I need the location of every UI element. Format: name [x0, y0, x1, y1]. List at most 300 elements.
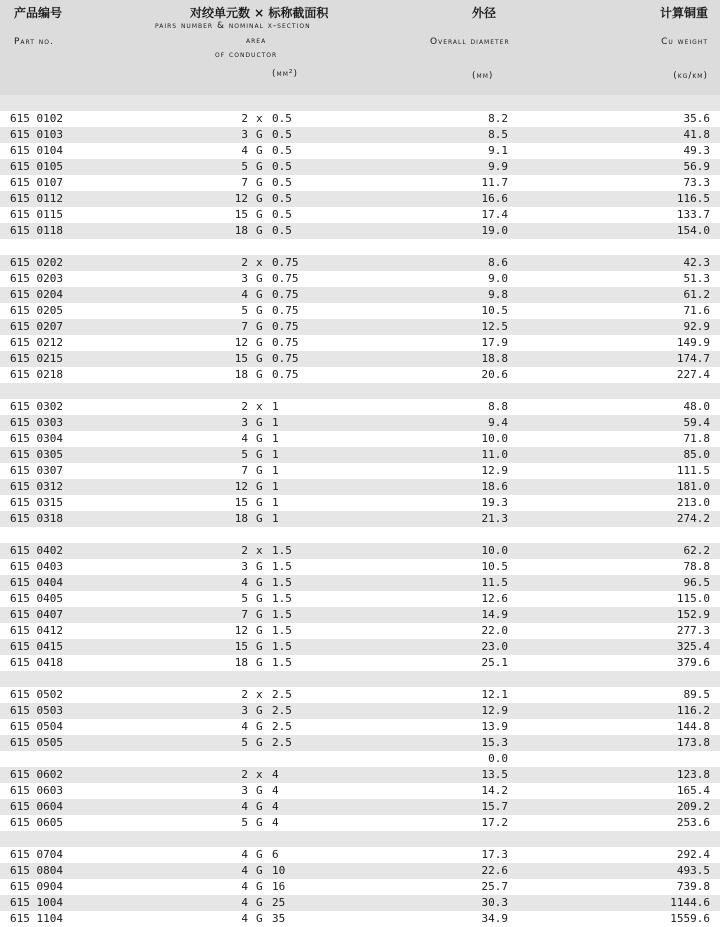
conductor-type-cell: G	[256, 448, 263, 461]
overall-diameter-cell: 17.3	[481, 848, 508, 861]
pairs-count-cell: 4	[241, 896, 248, 909]
cross-section-cell: 1	[272, 416, 279, 429]
part-number-cell: 615 0504	[10, 720, 63, 733]
overall-diameter-cell: 9.4	[488, 416, 508, 429]
overall-diameter-cell: 17.4	[481, 208, 508, 221]
pairs-count-cell: 5	[241, 592, 248, 605]
conductor-type-cell: x	[256, 256, 263, 269]
conductor-type-cell: x	[256, 400, 263, 413]
table-row	[0, 287, 720, 303]
pairs-count-cell: 12	[234, 192, 248, 205]
header-overall-diameter-en: Overall diameter	[430, 37, 510, 47]
cu-weight-cell: 213.0	[676, 496, 710, 509]
conductor-type-cell: G	[256, 800, 263, 813]
cu-weight-cell: 92.9	[683, 320, 710, 333]
header-part-no-en: Part no.	[14, 37, 54, 47]
cross-section-cell: 2.5	[272, 688, 292, 701]
cross-section-cell: 4	[272, 768, 279, 781]
cross-section-cell: 0.5	[272, 144, 292, 157]
cu-weight-cell: 292.4	[676, 848, 710, 861]
overall-diameter-cell: 10.0	[481, 544, 508, 557]
pairs-count-cell: 3	[241, 272, 248, 285]
cross-section-cell: 0.5	[272, 112, 292, 125]
pairs-count-cell: 7	[241, 320, 248, 333]
table-row	[0, 431, 720, 447]
table-row	[0, 159, 720, 175]
conductor-type-cell: G	[256, 288, 263, 301]
overall-diameter-cell: 9.0	[488, 272, 508, 285]
pairs-count-cell: 4	[241, 800, 248, 813]
cross-section-cell: 0.5	[272, 192, 292, 205]
cross-section-cell: 1	[272, 464, 279, 477]
part-number-cell: 615 0405	[10, 592, 63, 605]
table-row	[0, 879, 720, 895]
header-unit-area: (mm²)	[272, 69, 298, 79]
pairs-count-cell: 5	[241, 816, 248, 829]
cross-section-cell: 4	[272, 816, 279, 829]
table-row	[0, 415, 720, 431]
conductor-type-cell: G	[256, 368, 263, 381]
pairs-count-cell: 2	[241, 544, 248, 557]
overall-diameter-cell: 11.7	[481, 176, 508, 189]
cross-section-cell: 35	[272, 912, 286, 925]
part-number-cell: 615 0212	[10, 336, 63, 349]
cu-weight-cell: 115.0	[676, 592, 710, 605]
conductor-type-cell: G	[256, 896, 263, 909]
pairs-count-cell: 4	[241, 432, 248, 445]
pairs-count-cell: 3	[241, 128, 248, 141]
part-number-cell: 615 0403	[10, 560, 63, 573]
conductor-type-cell: G	[256, 848, 263, 861]
cross-section-cell: 1.5	[272, 560, 292, 573]
part-number-cell: 615 0103	[10, 128, 63, 141]
pairs-count-cell: 7	[241, 464, 248, 477]
cu-weight-cell: 173.8	[676, 736, 710, 749]
part-number-cell: 615 0105	[10, 160, 63, 173]
part-number-cell: 615 0104	[10, 144, 63, 157]
cu-weight-cell: 71.8	[683, 432, 710, 445]
pairs-count-cell: 4	[241, 864, 248, 877]
table-row	[0, 223, 720, 239]
table-row	[0, 319, 720, 335]
part-number-cell: 615 0602	[10, 768, 63, 781]
conductor-type-cell: G	[256, 144, 263, 157]
overall-diameter-cell: 23.0	[481, 640, 508, 653]
conductor-type-cell: G	[256, 128, 263, 141]
conductor-type-cell: G	[256, 704, 263, 717]
conductor-type-cell: G	[256, 912, 263, 925]
conductor-type-cell: G	[256, 432, 263, 445]
part-number-cell: 615 1004	[10, 896, 63, 909]
pairs-count-cell: 12	[234, 336, 248, 349]
overall-diameter-cell: 13.9	[481, 720, 508, 733]
pairs-count-cell: 5	[241, 736, 248, 749]
part-number-cell: 615 0303	[10, 416, 63, 429]
cross-section-cell: 0.75	[272, 320, 299, 333]
group-separator	[0, 239, 720, 255]
part-number-cell: 615 0204	[10, 288, 63, 301]
overall-diameter-cell: 25.1	[481, 656, 508, 669]
conductor-type-cell: x	[256, 112, 263, 125]
part-number-cell: 615 0407	[10, 608, 63, 621]
cross-section-cell: 1.5	[272, 592, 292, 605]
conductor-type-cell: G	[256, 784, 263, 797]
part-number-cell: 615 0603	[10, 784, 63, 797]
overall-diameter-cell: 8.5	[488, 128, 508, 141]
cu-weight-cell: 181.0	[676, 480, 710, 493]
conductor-type-cell: G	[256, 880, 263, 893]
part-number-cell: 615 0307	[10, 464, 63, 477]
conductor-type-cell: G	[256, 576, 263, 589]
part-number-cell: 615 0215	[10, 352, 63, 365]
table-row	[0, 767, 720, 783]
part-number-cell: 615 0505	[10, 736, 63, 749]
conductor-type-cell: G	[256, 864, 263, 877]
table-row	[0, 111, 720, 127]
overall-diameter-cell: 17.2	[481, 816, 508, 829]
cu-weight-cell: 42.3	[683, 256, 710, 269]
conductor-type-cell: G	[256, 640, 263, 653]
cu-weight-cell: 59.4	[683, 416, 710, 429]
overall-diameter-cell: 12.9	[481, 704, 508, 717]
table-body	[0, 95, 720, 927]
conductor-type-cell: G	[256, 224, 263, 237]
cu-weight-cell: 253.6	[676, 816, 710, 829]
table-row	[0, 303, 720, 319]
table-row	[0, 207, 720, 223]
pairs-count-cell: 4	[241, 576, 248, 589]
cross-section-cell: 0.75	[272, 272, 299, 285]
cu-weight-cell: 149.9	[676, 336, 710, 349]
table-row	[0, 127, 720, 143]
pairs-count-cell: 12	[234, 480, 248, 493]
cross-section-cell: 0.5	[272, 128, 292, 141]
part-number-cell: 615 0412	[10, 624, 63, 637]
part-number-cell: 615 0202	[10, 256, 63, 269]
overall-diameter-cell: 0.0	[488, 752, 508, 765]
header-pairs-en-line3: of conductor	[215, 50, 278, 60]
cross-section-cell: 1	[272, 512, 279, 525]
cu-weight-cell: 61.2	[683, 288, 710, 301]
conductor-type-cell: G	[256, 464, 263, 477]
conductor-type-cell: G	[256, 304, 263, 317]
table-row	[0, 783, 720, 799]
pairs-count-cell: 2	[241, 768, 248, 781]
pairs-count-cell: 15	[234, 352, 248, 365]
overall-diameter-cell: 14.9	[481, 608, 508, 621]
part-number-cell: 615 0704	[10, 848, 63, 861]
pairs-count-cell: 5	[241, 304, 248, 317]
cu-weight-cell: 89.5	[683, 688, 710, 701]
cross-section-cell: 1.5	[272, 656, 292, 669]
conductor-type-cell: G	[256, 512, 263, 525]
cross-section-cell: 1	[272, 496, 279, 509]
part-number-cell: 615 0402	[10, 544, 63, 557]
table-row	[0, 863, 720, 879]
header-overall-diameter-zh: 外径	[472, 6, 497, 20]
pairs-count-cell: 2	[241, 112, 248, 125]
table-row	[0, 895, 720, 911]
part-number-cell: 615 0115	[10, 208, 63, 221]
cu-weight-cell: 274.2	[676, 512, 710, 525]
pairs-count-cell: 18	[234, 224, 248, 237]
pairs-count-cell: 15	[234, 640, 248, 653]
cross-section-cell: 1	[272, 400, 279, 413]
part-number-cell: 615 0304	[10, 432, 63, 445]
pairs-count-cell: 4	[241, 144, 248, 157]
group-separator	[0, 831, 720, 847]
part-number-cell: 615 0503	[10, 704, 63, 717]
table-row	[0, 623, 720, 639]
cross-section-cell: 1	[272, 432, 279, 445]
overall-diameter-cell: 9.1	[488, 144, 508, 157]
table-row	[0, 255, 720, 271]
table-row	[0, 511, 720, 527]
cu-weight-cell: 73.3	[683, 176, 710, 189]
pairs-count-cell: 15	[234, 208, 248, 221]
pairs-count-cell: 4	[241, 880, 248, 893]
header-pairs-zh: 对绞单元数 × 标称截面积	[190, 6, 329, 20]
pairs-count-cell: 12	[234, 624, 248, 637]
table-row	[0, 639, 720, 655]
group-separator	[0, 671, 720, 687]
part-number-cell: 615 0404	[10, 576, 63, 589]
pairs-count-cell: 18	[234, 656, 248, 669]
table-row	[0, 175, 720, 191]
overall-diameter-cell: 18.6	[481, 480, 508, 493]
pairs-count-cell: 3	[241, 784, 248, 797]
overall-diameter-cell: 16.6	[481, 192, 508, 205]
cross-section-cell: 0.5	[272, 160, 292, 173]
overall-diameter-cell: 10.5	[481, 304, 508, 317]
cu-weight-cell: 152.9	[676, 608, 710, 621]
overall-diameter-cell: 8.6	[488, 256, 508, 269]
part-number-cell: 615 0502	[10, 688, 63, 701]
cross-section-cell: 1.5	[272, 544, 292, 557]
part-number-cell: 615 0203	[10, 272, 63, 285]
pairs-count-cell: 4	[241, 848, 248, 861]
overall-diameter-cell: 19.3	[481, 496, 508, 509]
conductor-type-cell: G	[256, 352, 263, 365]
pairs-count-cell: 7	[241, 176, 248, 189]
table-row	[0, 815, 720, 831]
conductor-type-cell: G	[256, 736, 263, 749]
part-number-cell: 615 0418	[10, 656, 63, 669]
part-number-cell: 615 0312	[10, 480, 63, 493]
header-pairs-en-line2: area	[246, 36, 267, 46]
cross-section-cell: 2.5	[272, 720, 292, 733]
pairs-count-cell: 15	[234, 496, 248, 509]
header-pairs-en-line1: pairs number & nominal x-section	[155, 21, 311, 31]
table-row	[0, 495, 720, 511]
table-row	[0, 847, 720, 863]
pairs-count-cell: 3	[241, 704, 248, 717]
cu-weight-cell: 41.8	[683, 128, 710, 141]
pairs-count-cell: 3	[241, 416, 248, 429]
conductor-type-cell: G	[256, 560, 263, 573]
overall-diameter-cell: 25.7	[481, 880, 508, 893]
overall-diameter-cell: 10.5	[481, 560, 508, 573]
cu-weight-cell: 209.2	[676, 800, 710, 813]
header-part-no-zh: 产品编号	[14, 6, 63, 20]
cu-weight-cell: 1144.6	[670, 896, 710, 909]
group-separator	[0, 527, 720, 543]
cross-section-cell: 4	[272, 784, 279, 797]
table-row	[0, 271, 720, 287]
part-number-cell: 615 0118	[10, 224, 63, 237]
table-row	[0, 143, 720, 159]
pairs-count-cell: 5	[241, 160, 248, 173]
cu-weight-cell: 111.5	[676, 464, 710, 477]
part-number-cell: 615 1104	[10, 912, 63, 925]
table-row	[0, 607, 720, 623]
table-row	[0, 479, 720, 495]
cu-weight-cell: 739.8	[676, 880, 710, 893]
table-row	[0, 655, 720, 671]
part-number-cell: 615 0904	[10, 880, 63, 893]
part-number-cell: 615 0305	[10, 448, 63, 461]
part-number-cell: 615 0102	[10, 112, 63, 125]
conductor-type-cell: G	[256, 208, 263, 221]
table-row	[0, 399, 720, 415]
overall-diameter-cell: 12.1	[481, 688, 508, 701]
cross-section-cell: 1	[272, 480, 279, 493]
table-row	[0, 463, 720, 479]
cu-weight-cell: 48.0	[683, 400, 710, 413]
pairs-count-cell: 4	[241, 288, 248, 301]
cu-weight-cell: 71.6	[683, 304, 710, 317]
pairs-count-cell: 18	[234, 512, 248, 525]
part-number-cell: 615 0804	[10, 864, 63, 877]
cu-weight-cell: 62.2	[683, 544, 710, 557]
conductor-type-cell: G	[256, 608, 263, 621]
cu-weight-cell: 1559.6	[670, 912, 710, 925]
table-row	[0, 543, 720, 559]
cross-section-cell: 0.75	[272, 368, 299, 381]
overall-diameter-cell: 19.0	[481, 224, 508, 237]
cross-section-cell: 0.5	[272, 208, 292, 221]
cu-weight-cell: 144.8	[676, 720, 710, 733]
table-header	[0, 0, 720, 95]
overall-diameter-cell: 17.9	[481, 336, 508, 349]
overall-diameter-cell: 8.2	[488, 112, 508, 125]
overall-diameter-cell: 8.8	[488, 400, 508, 413]
table-row	[0, 911, 720, 927]
overall-diameter-cell: 21.3	[481, 512, 508, 525]
pairs-count-cell: 5	[241, 448, 248, 461]
part-number-cell: 615 0605	[10, 816, 63, 829]
cross-section-cell: 2.5	[272, 736, 292, 749]
header-cu-weight-en: Cu weight	[661, 37, 708, 47]
conductor-type-cell: G	[256, 816, 263, 829]
table-row	[0, 591, 720, 607]
cross-section-cell: 2.5	[272, 704, 292, 717]
overall-diameter-cell: 30.3	[481, 896, 508, 909]
cross-section-cell: 4	[272, 800, 279, 813]
overall-diameter-cell: 10.0	[481, 432, 508, 445]
cross-section-cell: 1.5	[272, 624, 292, 637]
overall-diameter-cell: 12.5	[481, 320, 508, 333]
conductor-type-cell: G	[256, 480, 263, 493]
cross-section-cell: 1.5	[272, 608, 292, 621]
cross-section-cell: 0.75	[272, 304, 299, 317]
cross-section-cell: 16	[272, 880, 286, 893]
cu-weight-cell: 116.2	[676, 704, 710, 717]
cu-weight-cell: 493.5	[676, 864, 710, 877]
header-unit-od: (mm)	[472, 71, 494, 81]
pairs-count-cell: 2	[241, 400, 248, 413]
cu-weight-cell: 227.4	[676, 368, 710, 381]
cross-section-cell: 1	[272, 448, 279, 461]
part-number-cell: 615 0107	[10, 176, 63, 189]
cross-section-cell: 0.5	[272, 224, 292, 237]
cu-weight-cell: 116.5	[676, 192, 710, 205]
cross-section-cell: 6	[272, 848, 279, 861]
conductor-type-cell: x	[256, 688, 263, 701]
table-row	[0, 335, 720, 351]
conductor-type-cell: G	[256, 176, 263, 189]
table-row	[0, 447, 720, 463]
overall-diameter-cell: 12.9	[481, 464, 508, 477]
table-row	[0, 703, 720, 719]
cross-section-cell: 0.75	[272, 352, 299, 365]
conductor-type-cell: x	[256, 768, 263, 781]
cross-section-cell: 0.75	[272, 288, 299, 301]
overall-diameter-cell: 12.6	[481, 592, 508, 605]
conductor-type-cell: G	[256, 720, 263, 733]
pairs-count-cell: 4	[241, 720, 248, 733]
cross-section-cell: 1.5	[272, 640, 292, 653]
cross-section-cell: 0.75	[272, 336, 299, 349]
conductor-type-cell: x	[256, 544, 263, 557]
cu-weight-cell: 133.7	[676, 208, 710, 221]
cu-weight-cell: 78.8	[683, 560, 710, 573]
pairs-count-cell: 4	[241, 912, 248, 925]
pairs-count-cell: 3	[241, 560, 248, 573]
conductor-type-cell: G	[256, 416, 263, 429]
header-unit-cu: (kg/km)	[673, 71, 708, 81]
group-separator	[0, 95, 720, 111]
conductor-type-cell: G	[256, 656, 263, 669]
table-row	[0, 687, 720, 703]
cu-weight-cell: 56.9	[683, 160, 710, 173]
table-row	[0, 559, 720, 575]
overall-diameter-cell: 15.7	[481, 800, 508, 813]
table-row	[0, 351, 720, 367]
overall-diameter-cell: 20.6	[481, 368, 508, 381]
conductor-type-cell: G	[256, 160, 263, 173]
cu-weight-cell: 85.0	[683, 448, 710, 461]
part-number-cell: 615 0315	[10, 496, 63, 509]
overall-diameter-cell: 14.2	[481, 784, 508, 797]
conductor-type-cell: G	[256, 592, 263, 605]
cu-weight-cell: 325.4	[676, 640, 710, 653]
part-number-cell: 615 0205	[10, 304, 63, 317]
cu-weight-cell: 174.7	[676, 352, 710, 365]
conductor-type-cell: G	[256, 320, 263, 333]
conductor-type-cell: G	[256, 272, 263, 285]
cu-weight-cell: 165.4	[676, 784, 710, 797]
overall-diameter-cell: 34.9	[481, 912, 508, 925]
overall-diameter-cell: 15.3	[481, 736, 508, 749]
cu-weight-cell: 277.3	[676, 624, 710, 637]
pairs-count-cell: 2	[241, 688, 248, 701]
cu-weight-cell: 123.8	[676, 768, 710, 781]
conductor-type-cell: G	[256, 624, 263, 637]
part-number-cell: 615 0604	[10, 800, 63, 813]
pairs-count-cell: 2	[241, 256, 248, 269]
part-number-cell: 615 0207	[10, 320, 63, 333]
